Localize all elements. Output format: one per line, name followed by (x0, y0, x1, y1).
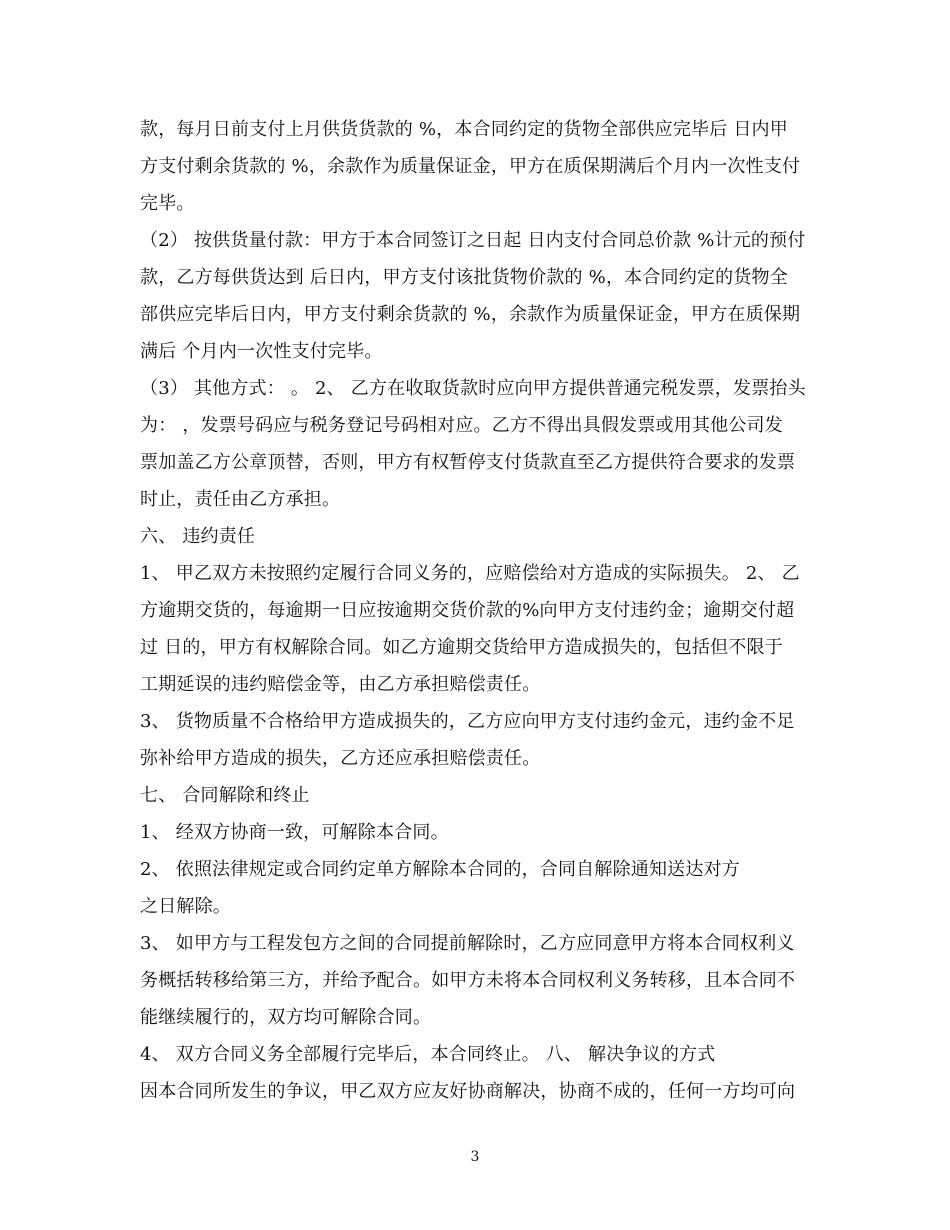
text-line: 过 日的，甲方有权解除合同。如乙方逾期交货给甲方造成损失的，包括但不限于 (140, 637, 783, 658)
text-line: 1、 甲乙双方未按照约定履行合同义务的，应赔偿给对方造成的实际损失。 2、 乙 (140, 563, 800, 584)
text-line: 为： ，发票号码应与税务登记号码相对应。乙方不得出具假发票或用其他公司发 (140, 415, 783, 436)
text-line: 款，每月日前支付上月供货货款的 %，本合同约定的货物全部供应完毕后 日内甲 (140, 119, 788, 140)
section-heading: 六、 违约责任 (140, 526, 256, 547)
text-line: 之日解除。 (140, 896, 231, 917)
text-line: 3、 如甲方与工程发包方之间的合同提前解除时，乙方应同意甲方将本合同权利义 (140, 933, 795, 954)
text-line: 能继续履行的，双方均可解除合同。 (140, 1007, 432, 1028)
text-line: 1、 经双方协商一致，可解除本合同。 (140, 822, 449, 843)
text-line: 满后 个月内一次性支付完毕。 (140, 341, 383, 362)
text-line: 务概括转移给第三方，并给予配合。如甲方未将本合同权利义务转移，且本合同不 (140, 970, 796, 991)
text-line: （2） 按供货量付款：甲方于本合同签订之日起 日内支付合同总价款 %计元的预付 (140, 230, 806, 251)
text-line: 部供应完毕后日内，甲方支付剩余货款的 %，余款作为质量保证金，甲方在质保期 (140, 304, 801, 325)
text-line: 4、 双方合同义务全部履行完毕后，本合同终止。 八、 解决争议的方式 (140, 1044, 716, 1065)
text-line: 款，乙方每供货达到 后日内，甲方支付该批货物价款的 %，本合同约定的货物全 (140, 267, 788, 288)
section-heading: 七、 合同解除和终止 (140, 785, 310, 806)
text-line: 方支付剩余货款的 %，余款作为质量保证金，甲方在质保期满后个月内一次性支付 (140, 156, 801, 177)
text-line: 2、 依照法律规定或合同约定单方解除本合同的，合同自解除通知送达对方 (140, 859, 740, 880)
text-line: 票加盖乙方公章顶替，否则，甲方有权暂停支付货款直至乙方提供符合要求的发票 (140, 452, 796, 473)
text-line: 3、 货物质量不合格给甲方造成损失的，乙方应向甲方支付违约金元，违约金不足 (140, 711, 795, 732)
text-line: 方逾期交货的，每逾期一日应按逾期交货价款的%向甲方支付违约金；逾期交付超 (140, 600, 795, 621)
text-line: （3） 其他方式： 。 2、 乙方在收取货款时应向甲方提供普通完税发票，发票抬头 (140, 378, 806, 399)
text-line: 时止，责任由乙方承担。 (140, 489, 341, 510)
text-line: 工期延误的违约赔偿金等，由乙方承担赔偿责任。 (140, 674, 541, 695)
page-number: 3 (470, 1149, 480, 1165)
text-line: 弥补给甲方造成的损失，乙方还应承担赔偿责任。 (140, 748, 541, 769)
text-line: 完毕。 (140, 193, 195, 214)
text-line: 因本合同所发生的争议，甲乙双方应友好协商解决，协商不成的，任何一方均可向 (140, 1081, 796, 1102)
